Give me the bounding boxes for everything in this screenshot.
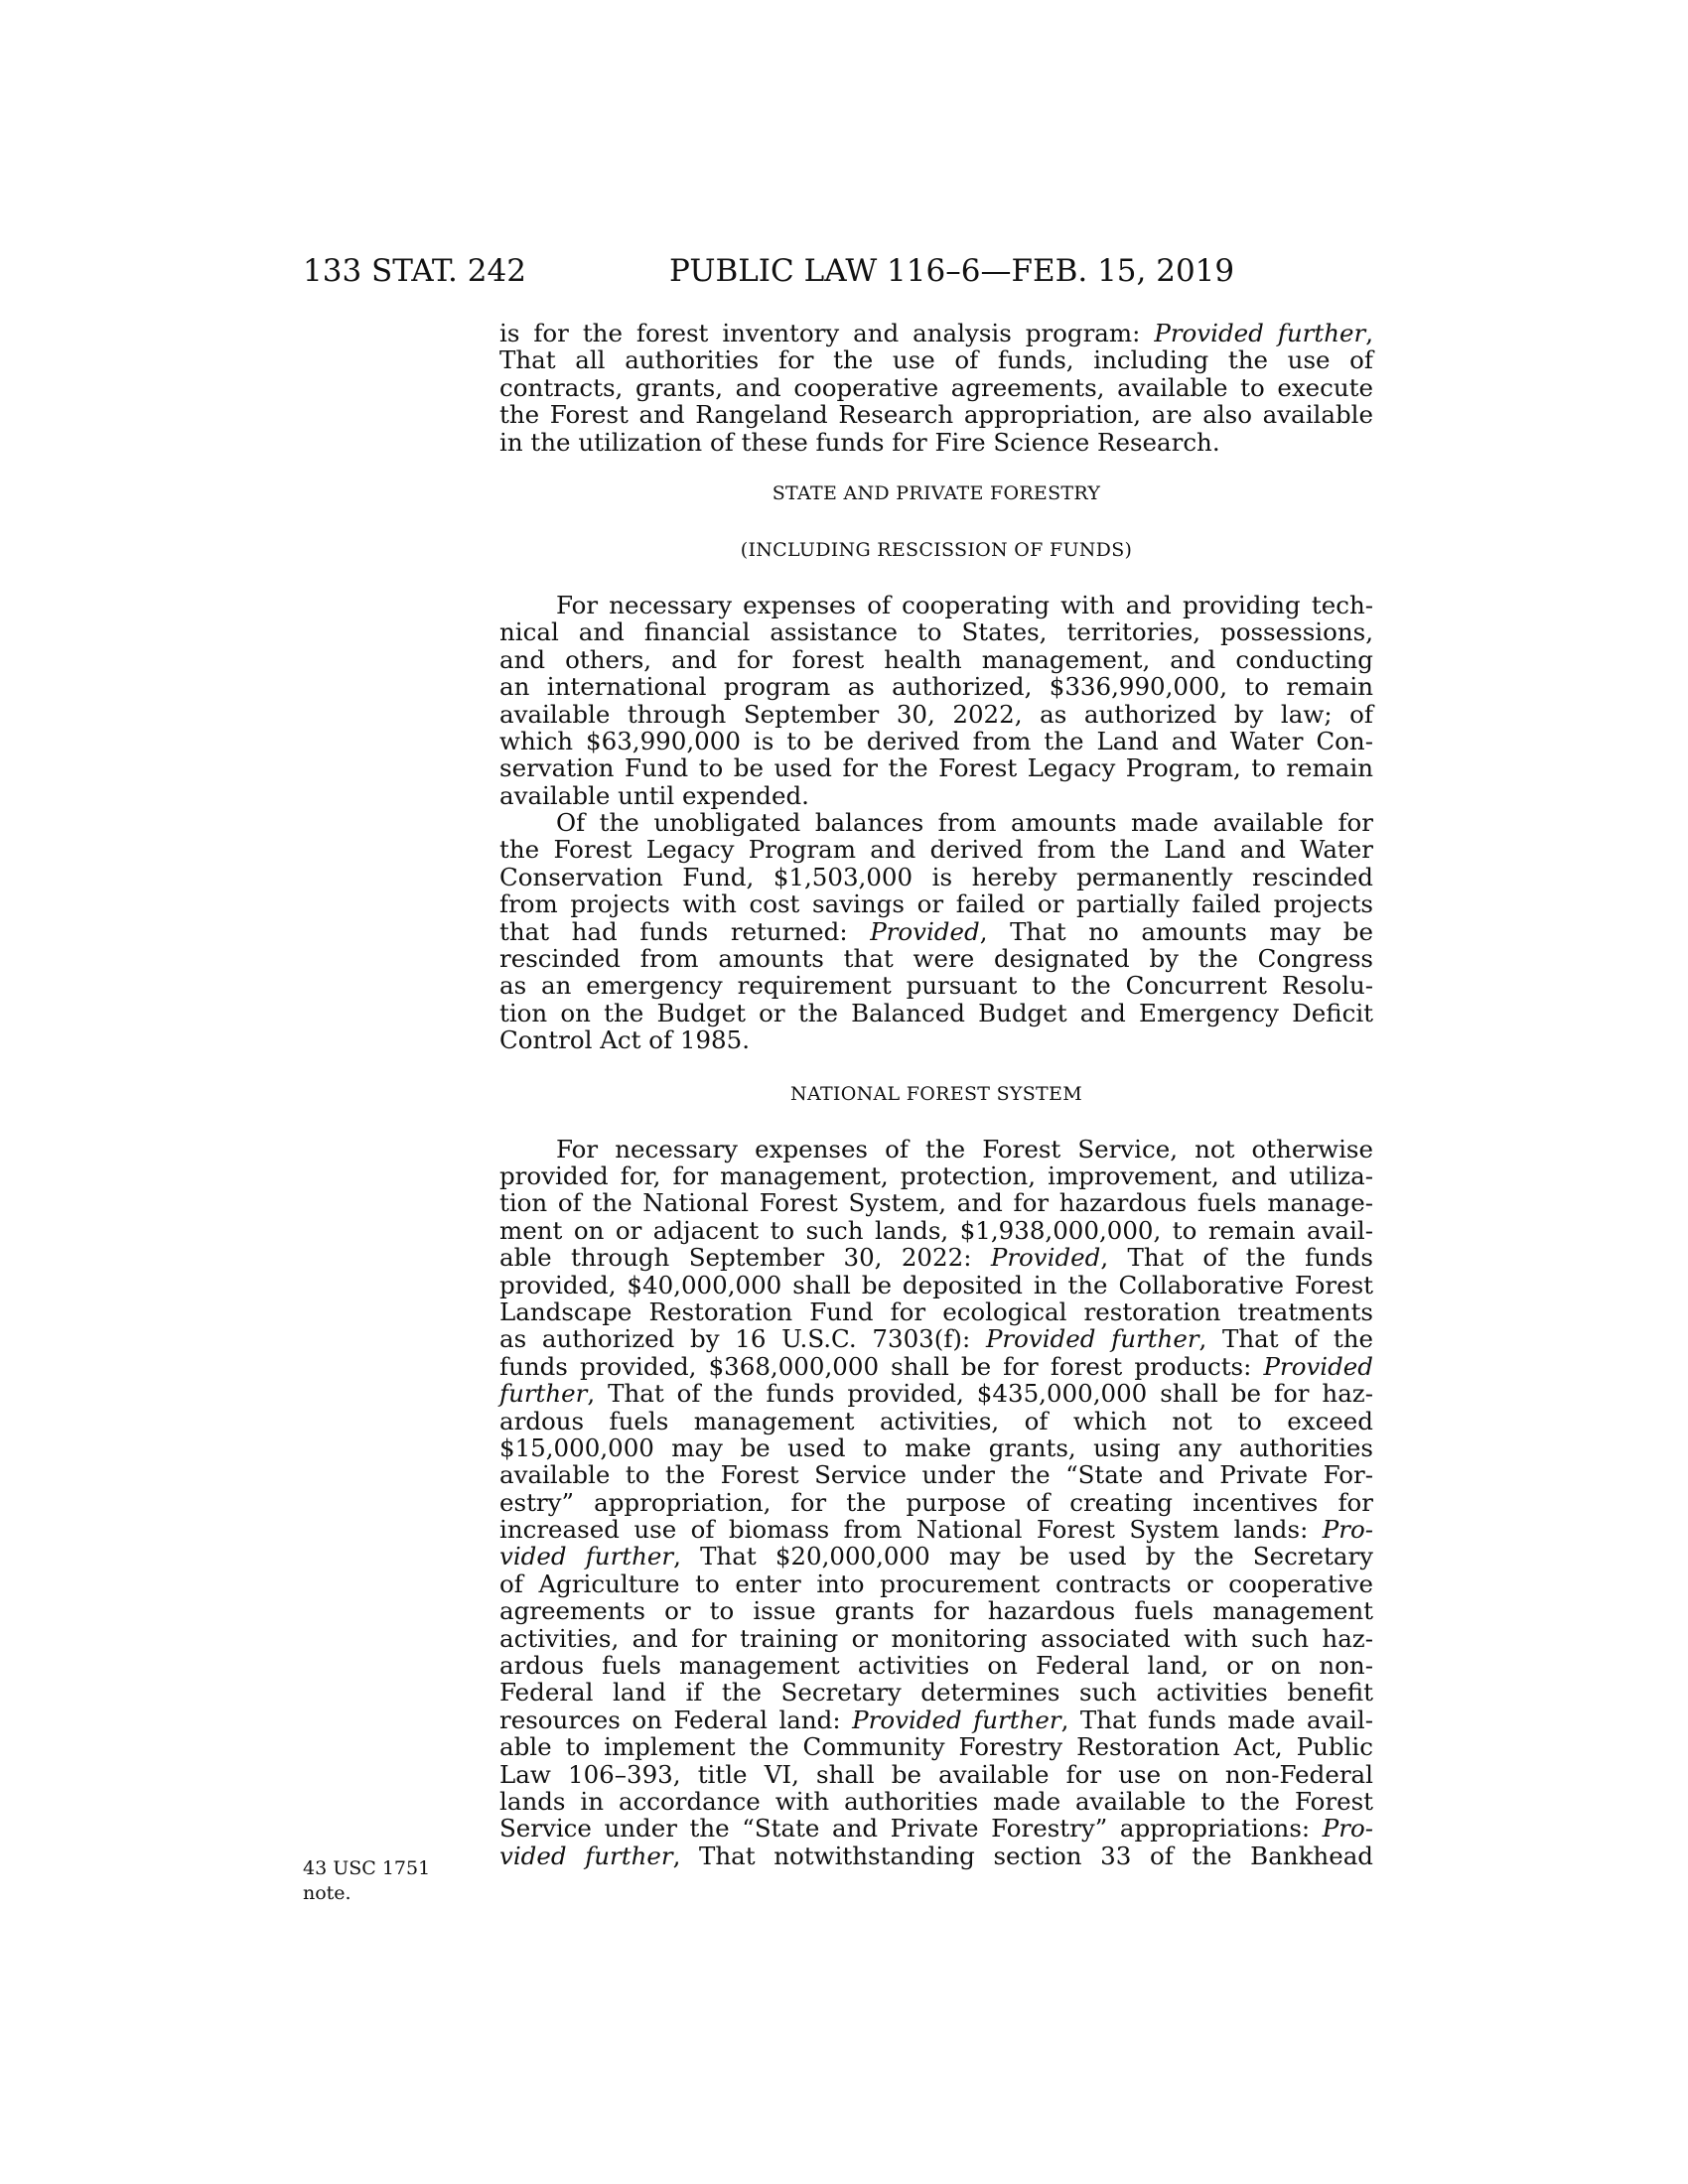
text-line: an international program as authorized, $336,990,000, to remain <box>499 672 1373 702</box>
margin-note-line: 43 USC 1751 <box>303 1857 431 1879</box>
margin-citation-note <box>303 1856 430 1906</box>
text-line: ment on or adjacent to such lands, $1,938,000,000, to remain avail- <box>499 1215 1373 1245</box>
text-line: ardous fuels management activities, of which not to exceed <box>499 1406 1373 1435</box>
text-line: as an emergency requirement pursuant to the Concurrent Resolu- <box>499 971 1373 1001</box>
text-line: tion of the National Forest System, and for hazardous fuels manage- <box>499 1188 1373 1218</box>
body-text-column <box>499 320 1373 1869</box>
text-line: of Agriculture to enter into procurement contracts or cooperative <box>499 1569 1373 1598</box>
text-line: which $63,990,000 is to be derived from the Land and Water Con- <box>499 726 1373 755</box>
italic-phrase: Provided <box>1263 1351 1373 1381</box>
italic-phrase: Provided <box>990 1243 1101 1273</box>
text-line: estry” appropriation, for the purpose of creating incentives for <box>499 1487 1373 1517</box>
italic-phrase: vided further <box>499 1841 673 1870</box>
section-subheading-rescission: (INCLUDING RESCISSION OF FUNDS) <box>740 538 1133 561</box>
margin-note-line: note. <box>303 1882 352 1904</box>
text-line: increased use of biomass from National Forest System lands: Pro- <box>499 1515 1373 1545</box>
italic-phrase: Pro- <box>1322 1814 1373 1843</box>
text-line: vided further, That $20,000,000 may be used by the Secretary <box>499 1542 1374 1571</box>
text-line: and others, and for forest health management, and conducting <box>499 644 1373 674</box>
text-line: Law 106–393, title VI, shall be available for use on non-Federal <box>499 1759 1373 1789</box>
text-line: available until expended. <box>499 780 809 810</box>
text-line: ardous fuels management activities on Federal land, or on non- <box>499 1651 1373 1681</box>
text-line: For necessary expenses of cooperating with and providing tech- <box>556 590 1373 619</box>
text-line: able to implement the Community Forestry Restoration Act, Public <box>499 1732 1373 1762</box>
text-line: the Forest and Rangeland Research appropriation, are also available <box>499 400 1373 430</box>
text-line: as authorized by 16 U.S.C. 7303(f): Provided further, That of the <box>499 1324 1374 1354</box>
text-line: Landscape Restoration Fund for ecological restoration treatments <box>499 1297 1373 1326</box>
intro-paragraph <box>499 320 1373 456</box>
text-line: in the utilization of these funds for Fire Science Research. <box>499 427 1220 457</box>
text-line: available through September 30, 2022, as authorized by law; of <box>499 699 1373 729</box>
text-line: able through September 30, 2022: Provided, That of the funds <box>499 1243 1373 1273</box>
italic-phrase: further <box>499 1379 588 1409</box>
text-line: resources on Federal land: Provided further, That funds made avail- <box>499 1705 1373 1734</box>
text-line: is for the forest inventory and analysis program: Provided further, <box>499 319 1373 347</box>
text-line: provided, $40,000,000 shall be deposited in the Collaborative Forest <box>499 1270 1373 1299</box>
section-heading-state-private-forestry: STATE AND PRIVATE FORESTRY <box>772 481 1101 504</box>
text-line: Conservation Fund, $1,503,000 is hereby permanently rescinded <box>499 862 1373 891</box>
text-line: lands in accordance with authorities made available to the Forest <box>499 1786 1373 1816</box>
text-line: the Forest Legacy Program and derived from the Land and Water <box>499 835 1373 865</box>
text-line: servation Fund to be used for the Forest Legacy Program, to remain <box>499 753 1373 783</box>
text-line: vided further, That notwithstanding section 33 of the Bankhead <box>499 1841 1373 1870</box>
text-line: Of the unobligated balances from amounts made available for <box>556 808 1373 838</box>
text-line: $15,000,000 may be used to make grants, using any authorities <box>499 1433 1373 1462</box>
text-line: rescinded from amounts that were designated by the Congress <box>499 944 1373 974</box>
text-line: available to the Forest Service under the “State and Private For- <box>499 1460 1373 1490</box>
nfs-paragraph <box>499 1136 1373 1870</box>
text-line: Federal land if the Secretary determines such activities benefit <box>499 1678 1373 1707</box>
italic-phrase: Provided <box>870 916 980 946</box>
text-line: from projects with cost savings or failed or partially failed projects <box>499 889 1373 919</box>
text-line: nical and financial assistance to States, territories, possessions, <box>499 617 1373 647</box>
state-private-paragraph-2 <box>499 809 1373 1054</box>
text-line: tion on the Budget or the Balanced Budget and Emergency Deficit <box>499 998 1373 1027</box>
statute-page-reference: 133 STAT. 242 <box>303 253 526 289</box>
italic-phrase: Provided further <box>985 1324 1199 1354</box>
italic-phrase: Provided further <box>1154 319 1366 347</box>
running-header-title: PUBLIC LAW 116–6—FEB. 15, 2019 <box>669 253 1235 289</box>
text-line: that had funds returned: Provided, That no amounts may be <box>499 916 1373 946</box>
section-heading-national-forest-system: NATIONAL FOREST SYSTEM <box>790 1082 1082 1105</box>
text-line: activities, and for training or monitoring associated with such haz- <box>499 1623 1373 1653</box>
text-line: That all authorities for the use of funds, including the use of <box>499 345 1373 375</box>
text-line: Service under the “State and Private Forestry” appropriations: Pro- <box>499 1814 1373 1843</box>
state-private-paragraph-1 <box>499 592 1373 809</box>
text-line: funds provided, $368,000,000 shall be for forest products: Provided <box>499 1351 1373 1381</box>
text-line: agreements or to issue grants for hazardous fuels management <box>499 1596 1373 1626</box>
italic-phrase: vided further <box>499 1542 674 1571</box>
text-line: further, That of the funds provided, $435,000,000 shall be for haz- <box>499 1379 1373 1409</box>
text-line: provided for, for management, protection, improvement, and utiliza- <box>499 1160 1373 1190</box>
text-line: For necessary expenses of the Forest Service, not otherwise <box>556 1134 1373 1163</box>
text-line: contracts, grants, and cooperative agreements, available to execute <box>499 372 1373 402</box>
text-line: Control Act of 1985. <box>499 1025 750 1055</box>
italic-phrase: Pro- <box>1322 1515 1373 1545</box>
italic-phrase: Provided further <box>852 1705 1061 1734</box>
